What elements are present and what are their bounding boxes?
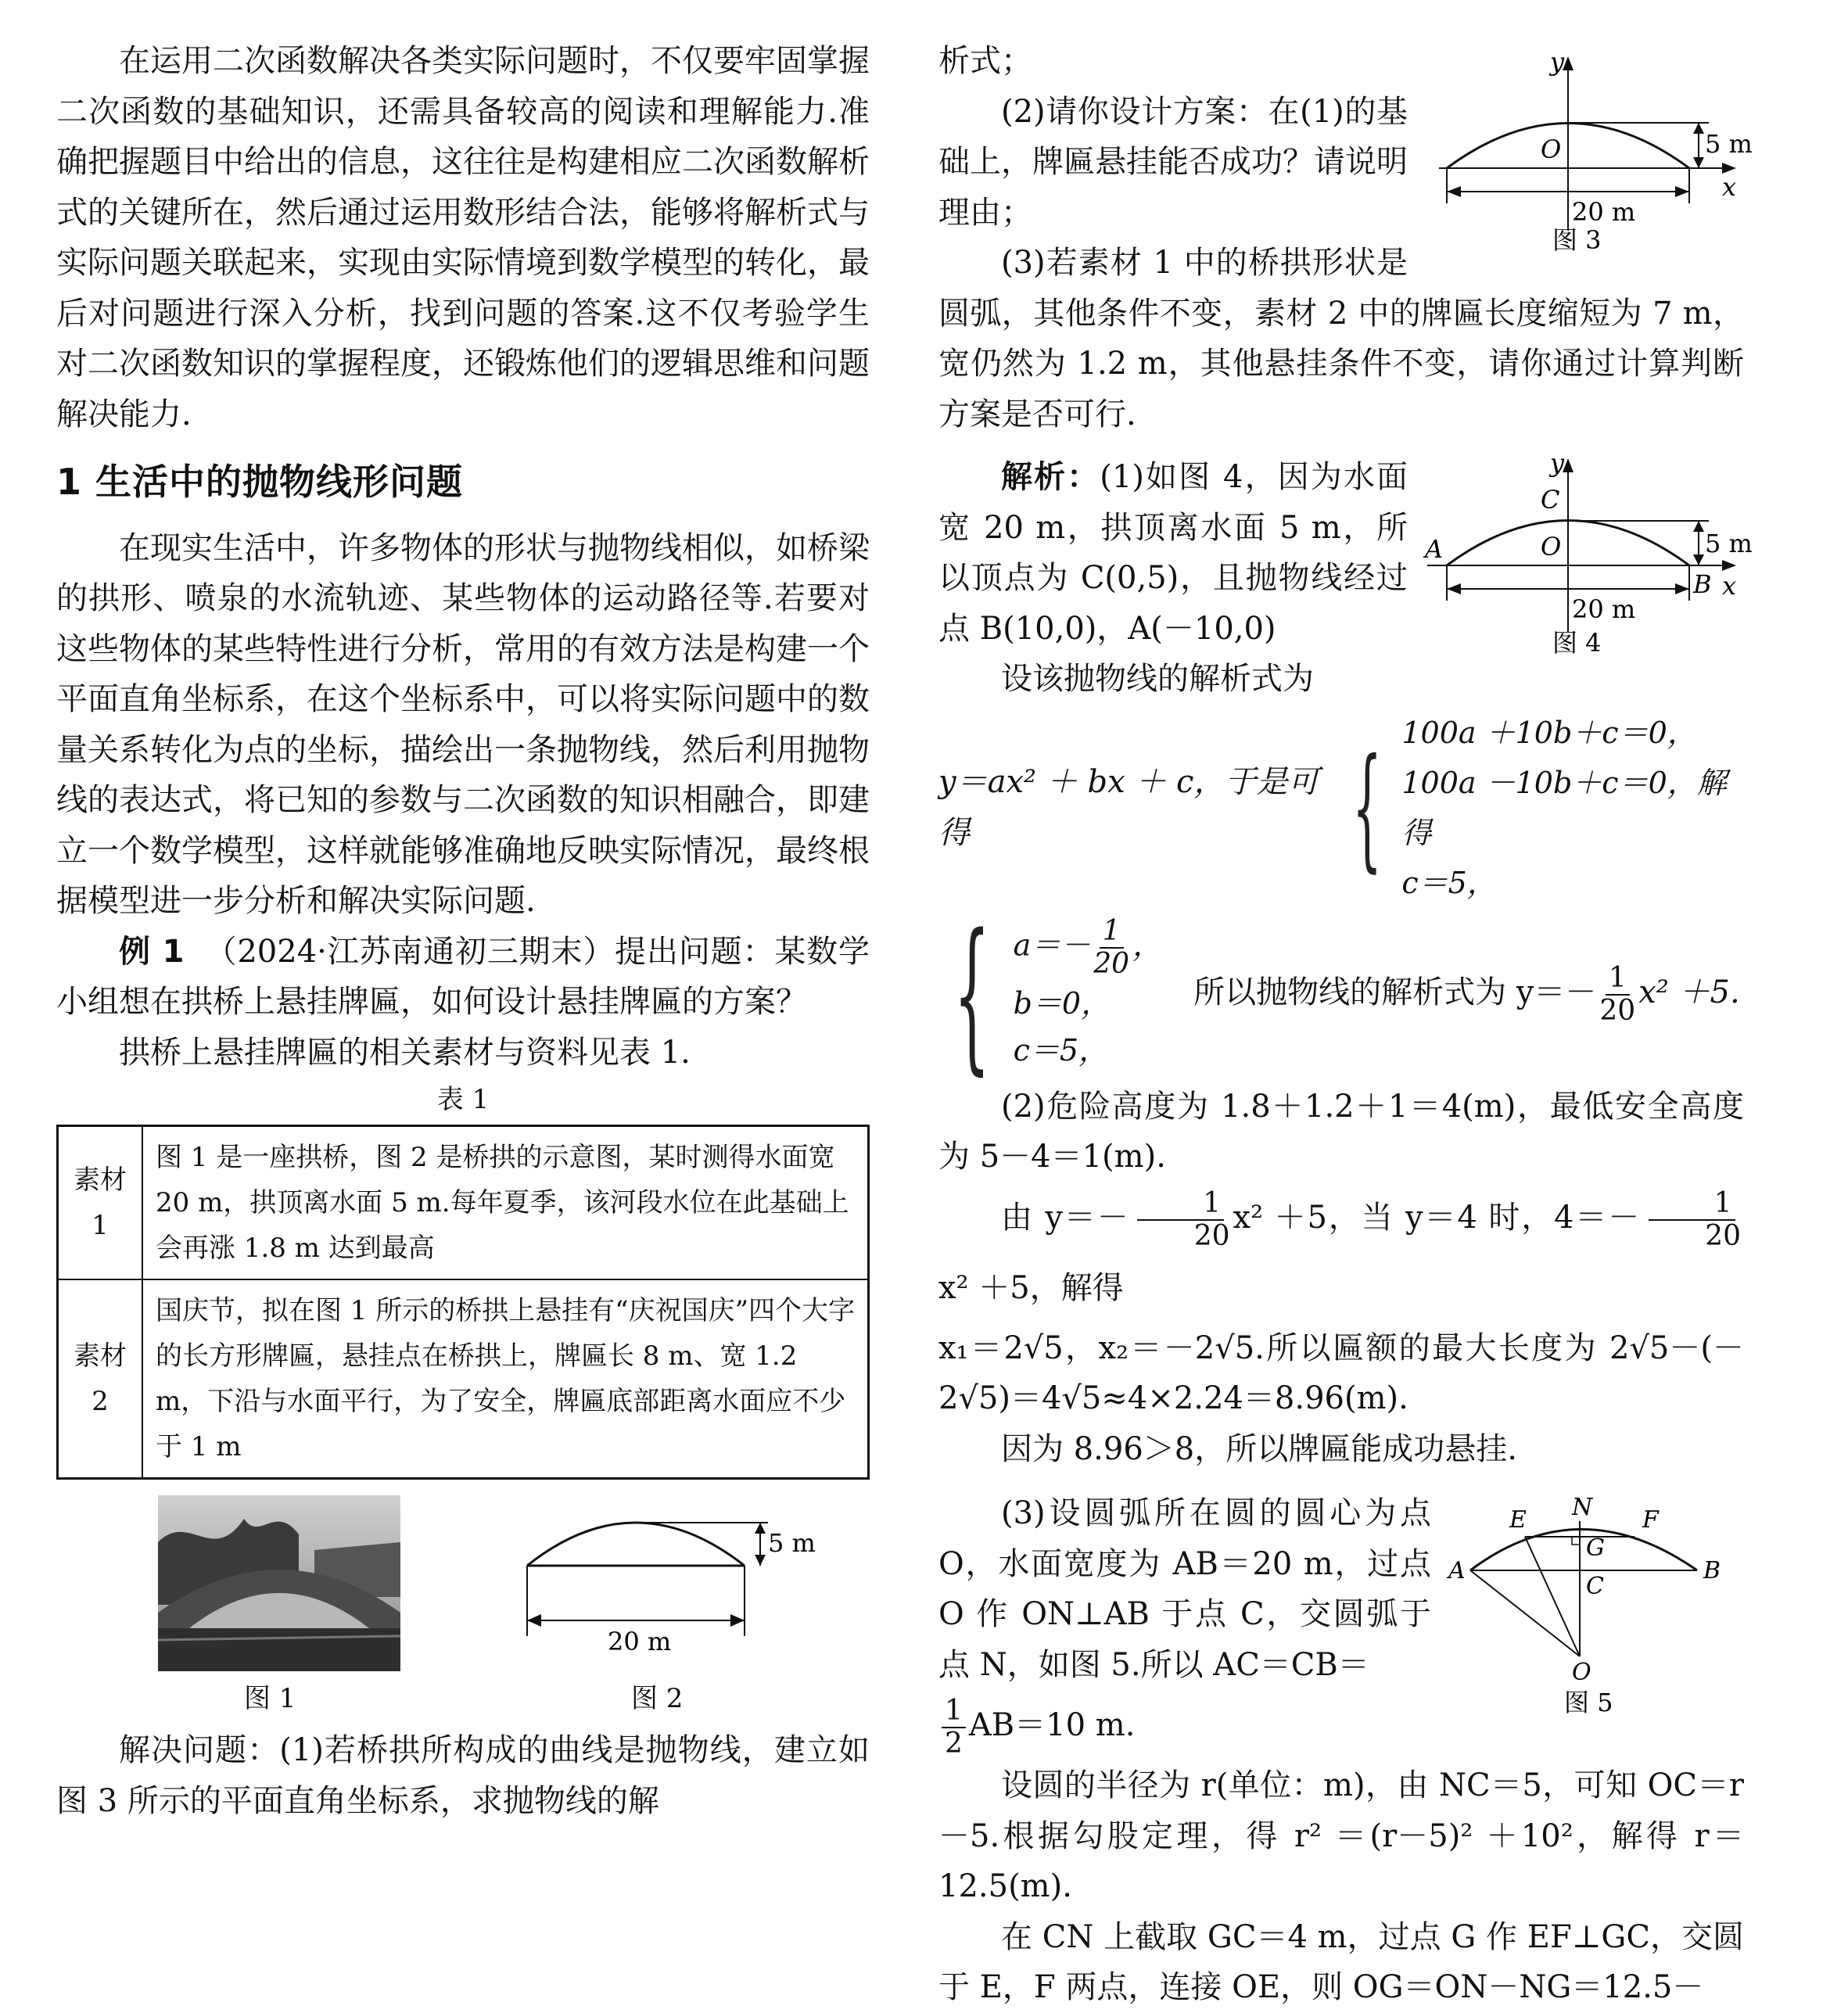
parabola-diagram-fig4 bbox=[1423, 448, 1753, 687]
solution-lines bbox=[1014, 916, 1162, 1074]
numerator: 1 bbox=[942, 1695, 966, 1728]
fig4-container bbox=[1423, 448, 1753, 687]
solution-b: b＝0， bbox=[1013, 985, 1111, 1021]
fraction bbox=[1599, 963, 1635, 1027]
table-caption: 表 1 bbox=[436, 1084, 490, 1115]
section-title: 1 生活中的抛物线形问题 bbox=[56, 461, 464, 503]
fig4-width-label: 20 m bbox=[1572, 594, 1636, 624]
fig5-container bbox=[1447, 1488, 1744, 1715]
solution-c: c＝5， bbox=[1013, 1032, 1109, 1068]
system-line: 100a ＋10b＋c＝0， bbox=[1401, 715, 1697, 750]
analysis-text: (1)如图 4，因为水面宽 20 m，拱顶离水面 5 m，所以顶点为 C(0,5)，且抛物线经过点 B(10,0)，A(－10,0) bbox=[938, 459, 1408, 647]
table-row bbox=[58, 1279, 869, 1479]
table-cell-key: 素材 2 bbox=[58, 1279, 143, 1479]
fig3-height-label: 5 m bbox=[1705, 129, 1753, 159]
fig3-x-label: x bbox=[1722, 172, 1737, 202]
fig3-y-label: y bbox=[1550, 47, 1565, 77]
arch-diagram-fig2 bbox=[463, 1503, 838, 1675]
circle-arc-diagram-fig5 bbox=[1447, 1488, 1744, 1715]
fig5-point-o: O bbox=[1572, 1659, 1591, 1686]
fig4-point-b-label: B bbox=[1693, 569, 1712, 599]
solution-result bbox=[1193, 963, 1740, 1027]
part2-paragraph-c: x₁＝2√5，x₂＝－2√5.所以匾额的最大长度为 2√5－(－2√5)＝4√5≈4×2.24＝8.96(m). bbox=[938, 1329, 1744, 1416]
fig4-caption: 图 4 bbox=[1552, 628, 1602, 658]
numerator: 1 bbox=[1100, 916, 1124, 949]
fig2-caption: 图 2 bbox=[631, 1683, 684, 1714]
system-line: 100a －10b＋c＝0，解得 bbox=[1401, 765, 1727, 850]
fig5-point-f: F bbox=[1642, 1506, 1659, 1534]
table-row bbox=[58, 1126, 869, 1280]
set-paragraph: 设该抛物线的解析式为 bbox=[1001, 661, 1314, 697]
fig5-point-a: A bbox=[1448, 1557, 1466, 1584]
fig3-width-label: 20 m bbox=[1572, 197, 1636, 227]
fig4-x-label: x bbox=[1722, 571, 1737, 601]
material-table bbox=[56, 1125, 870, 1480]
fig5-point-b: B bbox=[1703, 1557, 1721, 1584]
solution-a-tail: ， bbox=[1132, 928, 1163, 962]
fraction bbox=[1132, 1188, 1230, 1252]
numerator: 1 bbox=[1649, 1188, 1735, 1221]
table-cell-text: 图 1 是一座拱桥，图 2 是桥拱的示意图，某时测得水面宽 20 m，拱顶离水面 5 m.每年夏季，该河段水位在此基础上会再涨 1.8 m 达到最高 bbox=[142, 1126, 869, 1280]
part3-paragraph-c: 在 CN 上截取 GC＝4 m，过点 G 作 EF⊥GC，交圆于 E，F 两点，连接 OE，则 OG＝ON－NG＝12.5－ bbox=[938, 1918, 1744, 2005]
right-column bbox=[938, 36, 1753, 2013]
system-lines bbox=[1401, 708, 1744, 908]
solution-a bbox=[1014, 916, 1162, 980]
eq-lead: y＝ax² ＋ bx ＋ c，于是可得 bbox=[938, 764, 1319, 851]
denominator: 20 bbox=[1599, 994, 1636, 1027]
solution-a-text: a＝－ bbox=[1013, 928, 1091, 962]
denominator: 20 bbox=[1193, 1219, 1230, 1252]
solve-paragraph: 解决问题：(1)若桥拱所构成的曲线是抛物线，建立如图 3 所示的平面直角坐标系，求抛物线的解 bbox=[56, 1732, 870, 1819]
solution-result-text: 所以抛物线的解析式为 y＝－ bbox=[1193, 974, 1597, 1010]
fig3-caption: 图 3 bbox=[1552, 225, 1602, 255]
part2-paragraph-b bbox=[938, 1182, 1744, 1323]
example-paragraph bbox=[56, 927, 870, 1028]
part2-text-1: 由 y＝－ bbox=[1001, 1199, 1129, 1236]
part3-half-tail: AB＝10 m. bbox=[968, 1707, 1136, 1743]
question-2: (2)请你设计方案：在(1)的基础上，牌匾悬挂能否成功？请说明理由； bbox=[938, 93, 1408, 231]
question-3: (3)若素材 1 中的桥拱形状是圆弧，其他条件不变，素材 2 中的牌匾长度缩短为 7 m，宽仍然为 1.2 m，其他悬挂条件不变，请你通过计算判断方案是否可行. bbox=[938, 245, 1744, 432]
part2-text-3: x² ＋5，解得 bbox=[938, 1269, 1124, 1306]
equation-system-1 bbox=[938, 708, 1744, 908]
fraction bbox=[1642, 1188, 1741, 1252]
fig5-point-c: C bbox=[1586, 1573, 1604, 1600]
fig5-point-n: N bbox=[1572, 1494, 1593, 1521]
fig4-height-label: 5 m bbox=[1705, 529, 1753, 558]
brace: { bbox=[953, 898, 991, 1090]
fig4-y-label: y bbox=[1550, 448, 1565, 478]
solution-system bbox=[938, 898, 1744, 1090]
fig2-height-label: 5 m bbox=[768, 1528, 816, 1558]
example-text: （2024·江苏南通初三期末）提出问题：某数学小组想在拱桥上悬挂牌匾，如何设计悬挂牌匾的方案？ bbox=[56, 933, 870, 1020]
part3-paragraph-a: (3)设圆弧所在圆的圆心为点 O，水面宽度为 AB＝20 m，过点 O 作 ON⊥AB 于点 C，交圆弧于点 N，如图 5.所以 AC＝CB＝ bbox=[938, 1495, 1431, 1683]
fraction bbox=[1093, 916, 1129, 980]
fig5-point-e: E bbox=[1509, 1506, 1527, 1534]
part2-paragraph-d: 因为 8.96＞8，所以牌匾能成功悬挂. bbox=[1001, 1430, 1517, 1467]
denominator: 20 bbox=[1093, 947, 1130, 980]
table-cell-text: 国庆节，拟在图 1 所示的桥拱上悬挂有“庆祝国庆”四个大字的长方形牌匾，悬挂点在桥拱上，牌匾长 8 m、宽 1.2 m，下沿与水面平行，为了安全，牌匾底部距离水面应不少于 1 m bbox=[142, 1279, 869, 1479]
fig1-caption: 图 1 bbox=[244, 1683, 296, 1714]
figure-row bbox=[56, 1480, 870, 1714]
brace: { bbox=[1352, 730, 1383, 885]
numerator: 1 bbox=[1137, 1188, 1224, 1221]
fig4-point-a-label: A bbox=[1425, 534, 1444, 564]
system-line: c＝5， bbox=[1401, 865, 1497, 900]
table-intro: 拱桥上悬挂牌匾的相关素材与资料见表 1. bbox=[119, 1034, 691, 1071]
example-label: 例 1 bbox=[119, 933, 185, 970]
part2-text-2: x² ＋5，当 y＝4 时，4＝－ bbox=[1233, 1199, 1640, 1236]
paragraph-2: 在现实生活中，许多物体的形状与抛物线相似，如桥梁的拱形、喷泉的水流轨迹、某些物体的运动路径等.若要对这些物体的某些特性进行分析，常用的有效方法是构建一个平面直角坐标系，在这个坐标系中，可以将实际问题中的数量关系转化为点的坐标，描绘出一条抛物线，然后利用抛物线的表达式，将已知的参数与二次函数的知识相融合，即建立一个数学模型，这样就能够准确地反映实际情况，最终根据模型进一步分析和解决实际问题. bbox=[56, 529, 870, 919]
table-cell-key: 素材 1 bbox=[58, 1126, 143, 1280]
parabola-diagram-fig3 bbox=[1423, 47, 1753, 255]
bridge-photo bbox=[158, 1495, 400, 1671]
numerator: 1 bbox=[1606, 963, 1630, 996]
fig4-origin-label: O bbox=[1541, 532, 1562, 562]
part3-paragraph-b: 设圆的半径为 r(单位：m)，由 NC＝5，可知 OC＝r－5.根据勾股定理，得 r² ＝(r－5)² ＋10²，解得 r＝12.5(m). bbox=[938, 1767, 1744, 1904]
left-column bbox=[56, 36, 870, 1826]
fig5-point-g: G bbox=[1586, 1534, 1605, 1562]
fig2-width-label: 20 m bbox=[608, 1627, 672, 1656]
denominator: 20 bbox=[1705, 1219, 1742, 1252]
fig3-origin-label: O bbox=[1541, 135, 1562, 164]
fraction bbox=[942, 1695, 966, 1760]
fig5-caption: 图 5 bbox=[1564, 1688, 1613, 1717]
denominator: 2 bbox=[945, 1728, 963, 1760]
fig4-vertex-label: C bbox=[1541, 485, 1560, 515]
intro-paragraph: 在运用二次函数解决各类实际问题时，不仅要牢固掌握二次函数的基础知识，还需具备较高的阅读和理解能力.准确把握题目中给出的信息，这往往是构建相应二次函数解析式的关键所在，然后通过运用数形结合法，能够将解析式与实际问题关联起来，实现由实际情境到数学模型的转化，最后对问题进行深入分析，找到问题的答案.这不仅考验学生对二次函数知识的掌握程度，还锻炼他们的逻辑思维和问题解决能力. bbox=[56, 43, 870, 432]
part2-paragraph-a: (2)危险高度为 1.8＋1.2＋1＝4(m)，最低安全高度为 5－4＝1(m). bbox=[938, 1088, 1744, 1175]
solution-result-tail: x² ＋5. bbox=[1638, 974, 1740, 1010]
continuation-text: 析式； bbox=[938, 43, 1032, 79]
analysis-label: 解析： bbox=[1001, 459, 1100, 495]
fig3-container bbox=[1423, 47, 1753, 282]
